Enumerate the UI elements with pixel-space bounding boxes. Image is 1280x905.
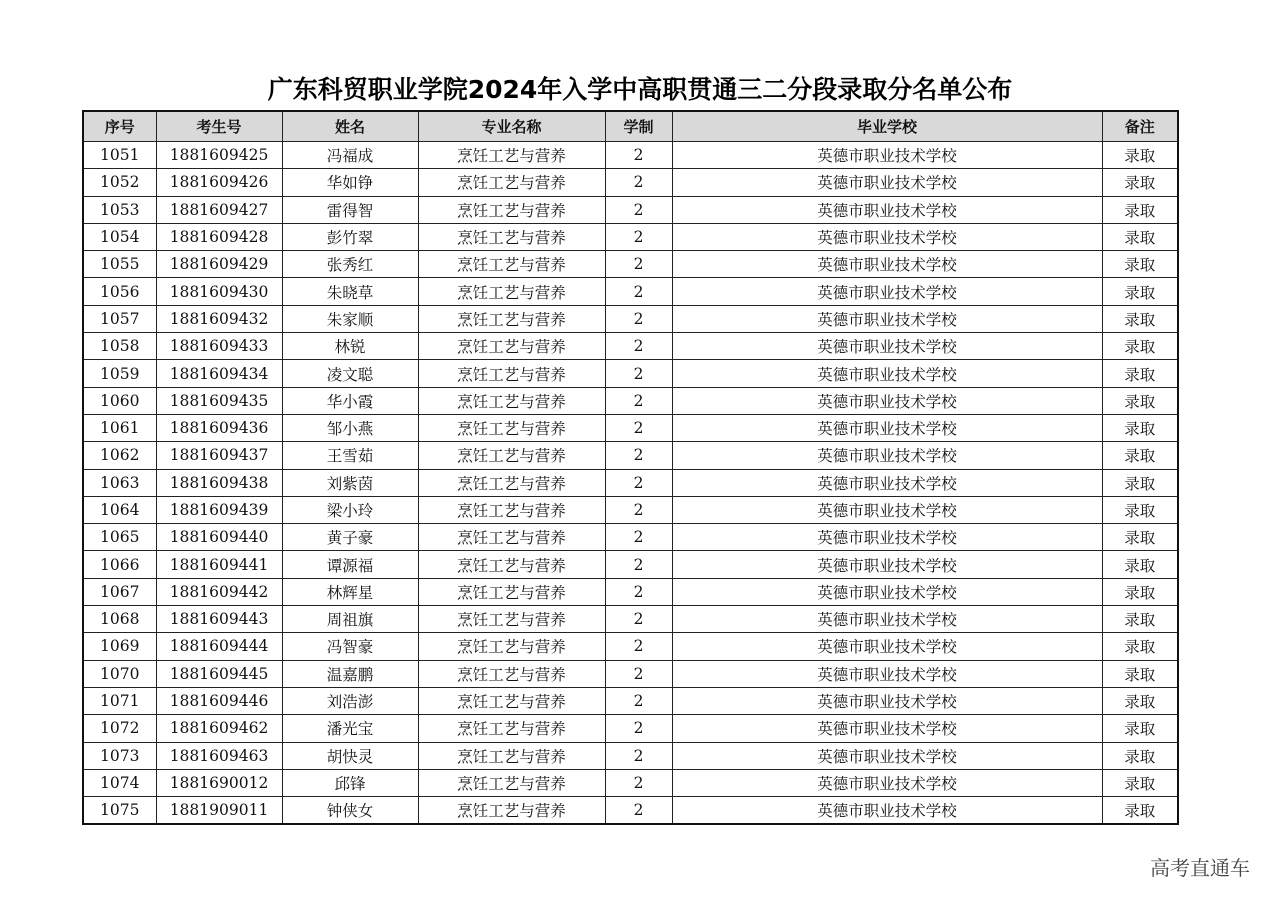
cell-school: 英德市职业技术学校 [672,223,1102,250]
cell-exam-id: 1881609444 [156,633,282,660]
cell-years: 2 [605,387,672,414]
cell-seq: 1051 [83,142,156,169]
cell-seq: 1070 [83,660,156,687]
cell-school: 英德市职业技术学校 [672,169,1102,196]
cell-exam-id: 1881609438 [156,469,282,496]
table-row [83,142,1178,169]
cell-years: 2 [605,223,672,250]
table-row [83,606,1178,633]
cell-years: 2 [605,414,672,441]
cell-seq: 1053 [83,196,156,223]
cell-school: 英德市职业技术学校 [672,333,1102,360]
cell-years: 2 [605,633,672,660]
cell-name: 周祖旗 [282,606,418,633]
cell-years: 2 [605,333,672,360]
cell-years: 2 [605,715,672,742]
cell-remark: 录取 [1102,223,1178,250]
cell-seq: 1063 [83,469,156,496]
cell-years: 2 [605,551,672,578]
cell-major: 烹饪工艺与营养 [418,633,605,660]
cell-remark: 录取 [1102,578,1178,605]
cell-school: 英德市职业技术学校 [672,524,1102,551]
cell-remark: 录取 [1102,278,1178,305]
page-title: 广东科贸职业学院2024年入学中高职贯通三二分段录取分名单公布 [267,75,1013,104]
cell-years: 2 [605,142,672,169]
cell-school: 英德市职业技术学校 [672,687,1102,714]
table-row [83,660,1178,687]
cell-major: 烹饪工艺与营养 [418,442,605,469]
cell-school: 英德市职业技术学校 [672,551,1102,578]
table-body [83,142,1178,825]
table-row [83,469,1178,496]
cell-major: 烹饪工艺与营养 [418,769,605,796]
cell-school: 英德市职业技术学校 [672,769,1102,796]
table-row [83,551,1178,578]
cell-exam-id: 1881609433 [156,333,282,360]
table-row [83,278,1178,305]
cell-remark: 录取 [1102,715,1178,742]
cell-seq: 1062 [83,442,156,469]
cell-exam-id: 1881609463 [156,742,282,769]
cell-exam-id: 1881609428 [156,223,282,250]
cell-school: 英德市职业技术学校 [672,305,1102,332]
cell-remark: 录取 [1102,687,1178,714]
cell-name: 朱家顺 [282,305,418,332]
cell-seq: 1056 [83,278,156,305]
cell-major: 烹饪工艺与营养 [418,142,605,169]
table-row [83,360,1178,387]
cell-name: 胡快灵 [282,742,418,769]
cell-school: 英德市职业技术学校 [672,742,1102,769]
cell-years: 2 [605,578,672,605]
cell-name: 冯福成 [282,142,418,169]
cell-exam-id: 1881690012 [156,769,282,796]
cell-name: 华如铮 [282,169,418,196]
cell-seq: 1074 [83,769,156,796]
cell-name: 钟侠女 [282,797,418,825]
cell-exam-id: 1881609446 [156,687,282,714]
cell-remark: 录取 [1102,797,1178,825]
cell-school: 英德市职业技术学校 [672,606,1102,633]
cell-years: 2 [605,524,672,551]
admission-table [82,110,1179,825]
cell-major: 烹饪工艺与营养 [418,223,605,250]
cell-exam-id: 1881609429 [156,251,282,278]
cell-major: 烹饪工艺与营养 [418,469,605,496]
table-row [83,769,1178,796]
cell-remark: 录取 [1102,742,1178,769]
cell-seq: 1071 [83,687,156,714]
cell-exam-id: 1881609439 [156,496,282,523]
cell-exam-id: 1881609445 [156,660,282,687]
cell-name: 彭竹翠 [282,223,418,250]
cell-major: 烹饪工艺与营养 [418,606,605,633]
cell-years: 2 [605,469,672,496]
cell-school: 英德市职业技术学校 [672,442,1102,469]
table-row [83,169,1178,196]
cell-remark: 录取 [1102,551,1178,578]
cell-major: 烹饪工艺与营养 [418,797,605,825]
cell-school: 英德市职业技术学校 [672,414,1102,441]
cell-major: 烹饪工艺与营养 [418,414,605,441]
cell-major: 烹饪工艺与营养 [418,196,605,223]
cell-name: 华小霞 [282,387,418,414]
cell-exam-id: 1881609427 [156,196,282,223]
cell-remark: 录取 [1102,469,1178,496]
cell-seq: 1075 [83,797,156,825]
cell-remark: 录取 [1102,387,1178,414]
cell-name: 潘光宝 [282,715,418,742]
cell-seq: 1055 [83,251,156,278]
cell-exam-id: 1881609434 [156,360,282,387]
cell-seq: 1064 [83,496,156,523]
cell-school: 英德市职业技术学校 [672,715,1102,742]
cell-years: 2 [605,278,672,305]
table-header-row [83,111,1178,142]
cell-seq: 1065 [83,524,156,551]
cell-school: 英德市职业技术学校 [672,496,1102,523]
cell-seq: 1072 [83,715,156,742]
cell-seq: 1068 [83,606,156,633]
cell-years: 2 [605,496,672,523]
cell-school: 英德市职业技术学校 [672,387,1102,414]
cell-remark: 录取 [1102,496,1178,523]
cell-exam-id: 1881609426 [156,169,282,196]
cell-major: 烹饪工艺与营养 [418,251,605,278]
column-header-name: 姓名 [282,111,418,142]
cell-years: 2 [605,606,672,633]
cell-seq: 1054 [83,223,156,250]
table-row [83,687,1178,714]
cell-name: 邹小燕 [282,414,418,441]
cell-exam-id: 1881909011 [156,797,282,825]
cell-major: 烹饪工艺与营养 [418,660,605,687]
cell-name: 林辉星 [282,578,418,605]
table-row [83,715,1178,742]
cell-seq: 1061 [83,414,156,441]
cell-exam-id: 1881609432 [156,305,282,332]
cell-school: 英德市职业技术学校 [672,360,1102,387]
table-row [83,578,1178,605]
cell-name: 王雪茹 [282,442,418,469]
cell-name: 梁小玲 [282,496,418,523]
cell-school: 英德市职业技术学校 [672,196,1102,223]
cell-seq: 1057 [83,305,156,332]
column-header-years: 学制 [605,111,672,142]
cell-major: 烹饪工艺与营养 [418,278,605,305]
cell-major: 烹饪工艺与营养 [418,687,605,714]
cell-remark: 录取 [1102,142,1178,169]
cell-school: 英德市职业技术学校 [672,633,1102,660]
cell-school: 英德市职业技术学校 [672,142,1102,169]
cell-seq: 1073 [83,742,156,769]
cell-seq: 1052 [83,169,156,196]
cell-major: 烹饪工艺与营养 [418,360,605,387]
cell-remark: 录取 [1102,169,1178,196]
cell-major: 烹饪工艺与营养 [418,524,605,551]
watermark-text: 高考直通车 [1150,856,1250,880]
cell-major: 烹饪工艺与营养 [418,578,605,605]
cell-major: 烹饪工艺与营养 [418,715,605,742]
cell-seq: 1060 [83,387,156,414]
cell-major: 烹饪工艺与营养 [418,169,605,196]
cell-name: 温嘉鹏 [282,660,418,687]
cell-years: 2 [605,742,672,769]
cell-name: 冯智豪 [282,633,418,660]
cell-years: 2 [605,660,672,687]
cell-school: 英德市职业技术学校 [672,578,1102,605]
cell-exam-id: 1881609437 [156,442,282,469]
cell-years: 2 [605,251,672,278]
cell-school: 英德市职业技术学校 [672,278,1102,305]
table-row [83,387,1178,414]
table-row [83,524,1178,551]
cell-exam-id: 1881609462 [156,715,282,742]
table-row [83,797,1178,825]
cell-name: 朱晓草 [282,278,418,305]
cell-exam-id: 1881609425 [156,142,282,169]
cell-years: 2 [605,797,672,825]
cell-name: 刘紫茵 [282,469,418,496]
cell-remark: 录取 [1102,305,1178,332]
cell-seq: 1059 [83,360,156,387]
table-row [83,742,1178,769]
cell-exam-id: 1881609430 [156,278,282,305]
column-header-school: 毕业学校 [672,111,1102,142]
cell-school: 英德市职业技术学校 [672,797,1102,825]
cell-remark: 录取 [1102,606,1178,633]
cell-seq: 1069 [83,633,156,660]
cell-name: 刘浩澎 [282,687,418,714]
cell-years: 2 [605,442,672,469]
cell-name: 林锐 [282,333,418,360]
cell-exam-id: 1881609440 [156,524,282,551]
table-row [83,251,1178,278]
cell-years: 2 [605,687,672,714]
cell-years: 2 [605,169,672,196]
cell-major: 烹饪工艺与营养 [418,387,605,414]
cell-remark: 录取 [1102,360,1178,387]
cell-remark: 录取 [1102,333,1178,360]
cell-major: 烹饪工艺与营养 [418,496,605,523]
cell-remark: 录取 [1102,524,1178,551]
table-row [83,305,1178,332]
cell-major: 烹饪工艺与营养 [418,551,605,578]
cell-name: 凌文聪 [282,360,418,387]
cell-years: 2 [605,769,672,796]
cell-remark: 录取 [1102,442,1178,469]
cell-remark: 录取 [1102,633,1178,660]
table-row [83,196,1178,223]
cell-remark: 录取 [1102,196,1178,223]
cell-years: 2 [605,305,672,332]
cell-name: 谭源福 [282,551,418,578]
cell-exam-id: 1881609443 [156,606,282,633]
cell-exam-id: 1881609442 [156,578,282,605]
cell-school: 英德市职业技术学校 [672,660,1102,687]
cell-name: 雷得智 [282,196,418,223]
table-row [83,333,1178,360]
cell-remark: 录取 [1102,414,1178,441]
cell-exam-id: 1881609441 [156,551,282,578]
cell-exam-id: 1881609436 [156,414,282,441]
cell-years: 2 [605,360,672,387]
cell-major: 烹饪工艺与营养 [418,333,605,360]
cell-name: 邱锋 [282,769,418,796]
cell-seq: 1058 [83,333,156,360]
cell-remark: 录取 [1102,660,1178,687]
cell-remark: 录取 [1102,769,1178,796]
column-header-major: 专业名称 [418,111,605,142]
table-row [83,442,1178,469]
cell-major: 烹饪工艺与营养 [418,742,605,769]
table-row [83,414,1178,441]
column-header-exam-id: 考生号 [156,111,282,142]
cell-years: 2 [605,196,672,223]
cell-seq: 1067 [83,578,156,605]
cell-school: 英德市职业技术学校 [672,251,1102,278]
cell-remark: 录取 [1102,251,1178,278]
cell-exam-id: 1881609435 [156,387,282,414]
cell-seq: 1066 [83,551,156,578]
cell-major: 烹饪工艺与营养 [418,305,605,332]
cell-school: 英德市职业技术学校 [672,469,1102,496]
table-row [83,633,1178,660]
table-row [83,223,1178,250]
table-row [83,496,1178,523]
cell-name: 张秀红 [282,251,418,278]
column-header-seq: 序号 [83,111,156,142]
cell-name: 黄子豪 [282,524,418,551]
column-header-remark: 备注 [1102,111,1178,142]
